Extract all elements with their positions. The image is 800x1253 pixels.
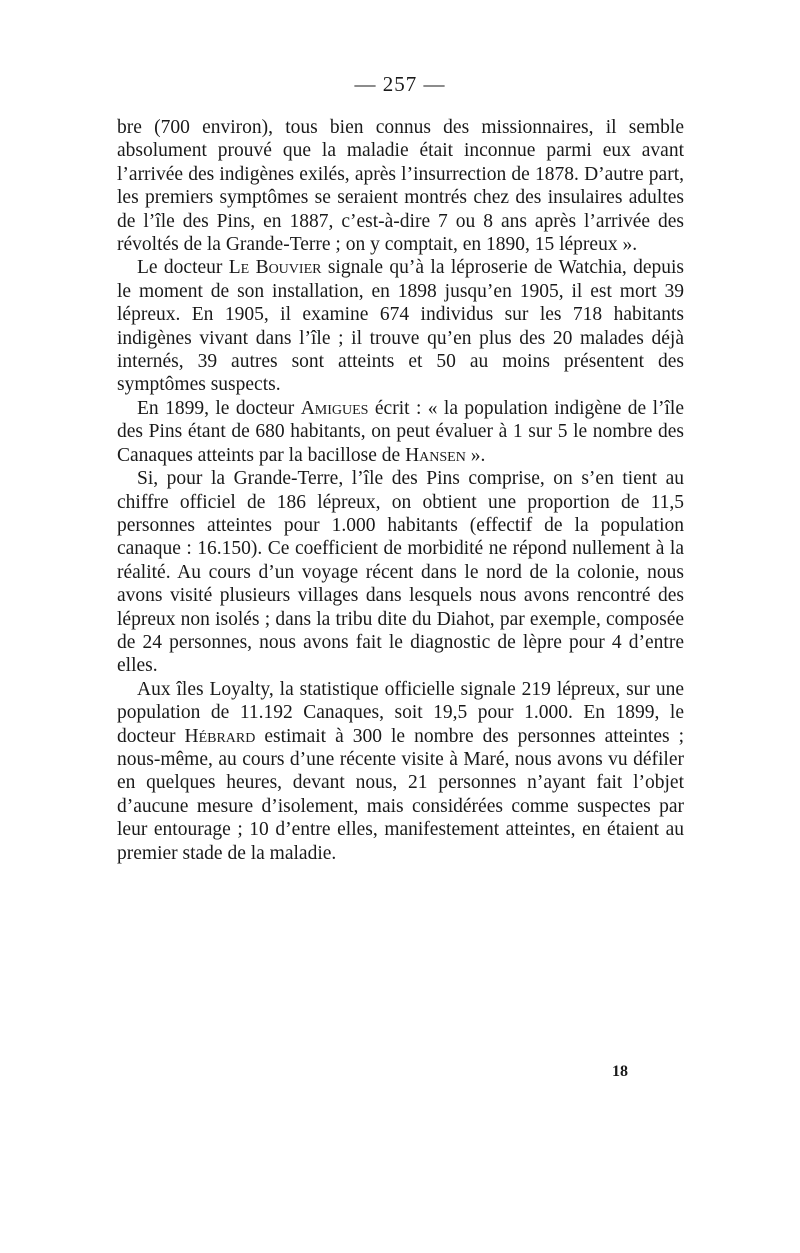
text-run: ».: [465, 444, 486, 466]
author-name: Le Bouvier: [228, 257, 322, 279]
text-run: Aux îles Loyalty, la statistique officielle signale 219 lépreux, sur une population de 11.192 Canaques, soit 19,5 pour 1.000. En 1899, le docteur: [117, 678, 684, 747]
text-run: En 1899, le docteur: [137, 397, 301, 419]
author-name: Amigues: [300, 397, 369, 419]
text-run: bre (700 environ), tous bien connus des missionnaires, il semble absolument prouvé que la maladie était inconnue parmi eux avant l’arrivée des indigènes exilés, après l’insurrection de 1878. D’autre part, les premiers symptômes se seraient montrés chez des insulaires adultes de l’île des Pins, en 1887, c’est-à-dire 7 ou 8 ans après l’arrivée des révoltés de la Grande-Terre ; on y comptait, en 1890, 15 lépreux ».: [117, 117, 684, 256]
author-name: Hansen: [405, 444, 466, 466]
text-run: Le docteur: [137, 257, 229, 279]
text-run: estimait à 300 le nombre des personnes atteintes ; nous-même, au cours d’une récente visite à Maré, nous avons vu défiler en quelques heures, devant nous, 21 personnes n’ayant fait l’objet d’aucune mesure d’isolement, mais considérées comme suspectes par leur entourage ; 10 d’entre elles, manifestement atteintes, en étaient au premier stade de la maladie.: [117, 725, 684, 864]
author-name: Hébrard: [184, 725, 256, 747]
text-run: écrit : « la population indigène de l’île des Pins étant de 680 habitants, on peut évaluer à 1 sur 5 le nombre des Canaques atteints par la bacillose de: [117, 397, 684, 466]
body-text: [117, 116, 684, 865]
paragraph: [117, 678, 684, 865]
paragraph: [117, 256, 684, 396]
text-run: Si, pour la Grande-Terre, l’île des Pins comprise, on s’en tient au chiffre officiel de 186 lépreux, on obtient une proportion de 11,5 personnes atteintes pour 1.000 habitants (effectif de la population canaque : 16.150). Ce coefficient de morbidité ne répond nullement à la réalité. Au cours d’un voyage récent dans le nord de la colonie, nous avons visité plusieurs villages dans lesquels nous avons rencontré des lépreux non isolés ; dans la tribu dite du Diahot, par exemple, composée de 24 personnes, nous avons fait le diagnostic de lèpre pour 4 d’entre elles.: [117, 468, 684, 677]
paragraph: [117, 116, 684, 256]
paragraph: [117, 467, 684, 678]
paragraph: [117, 397, 684, 467]
text-run: signale qu’à la léproserie de Watchia, depuis le moment de son installation, en 1898 jusqu’en 1905, il est mort 39 lépreux. En 1905, il examine 674 individus sur les 718 habitants indigènes vivant dans l’île ; il trouve qu’en plus des 20 malades déjà internés, 39 autres sont atteints et 50 au moins présentent des symptômes suspects.: [117, 257, 684, 396]
page-number: — 257 —: [354, 72, 446, 96]
signature-mark: 18: [612, 1063, 628, 1080]
